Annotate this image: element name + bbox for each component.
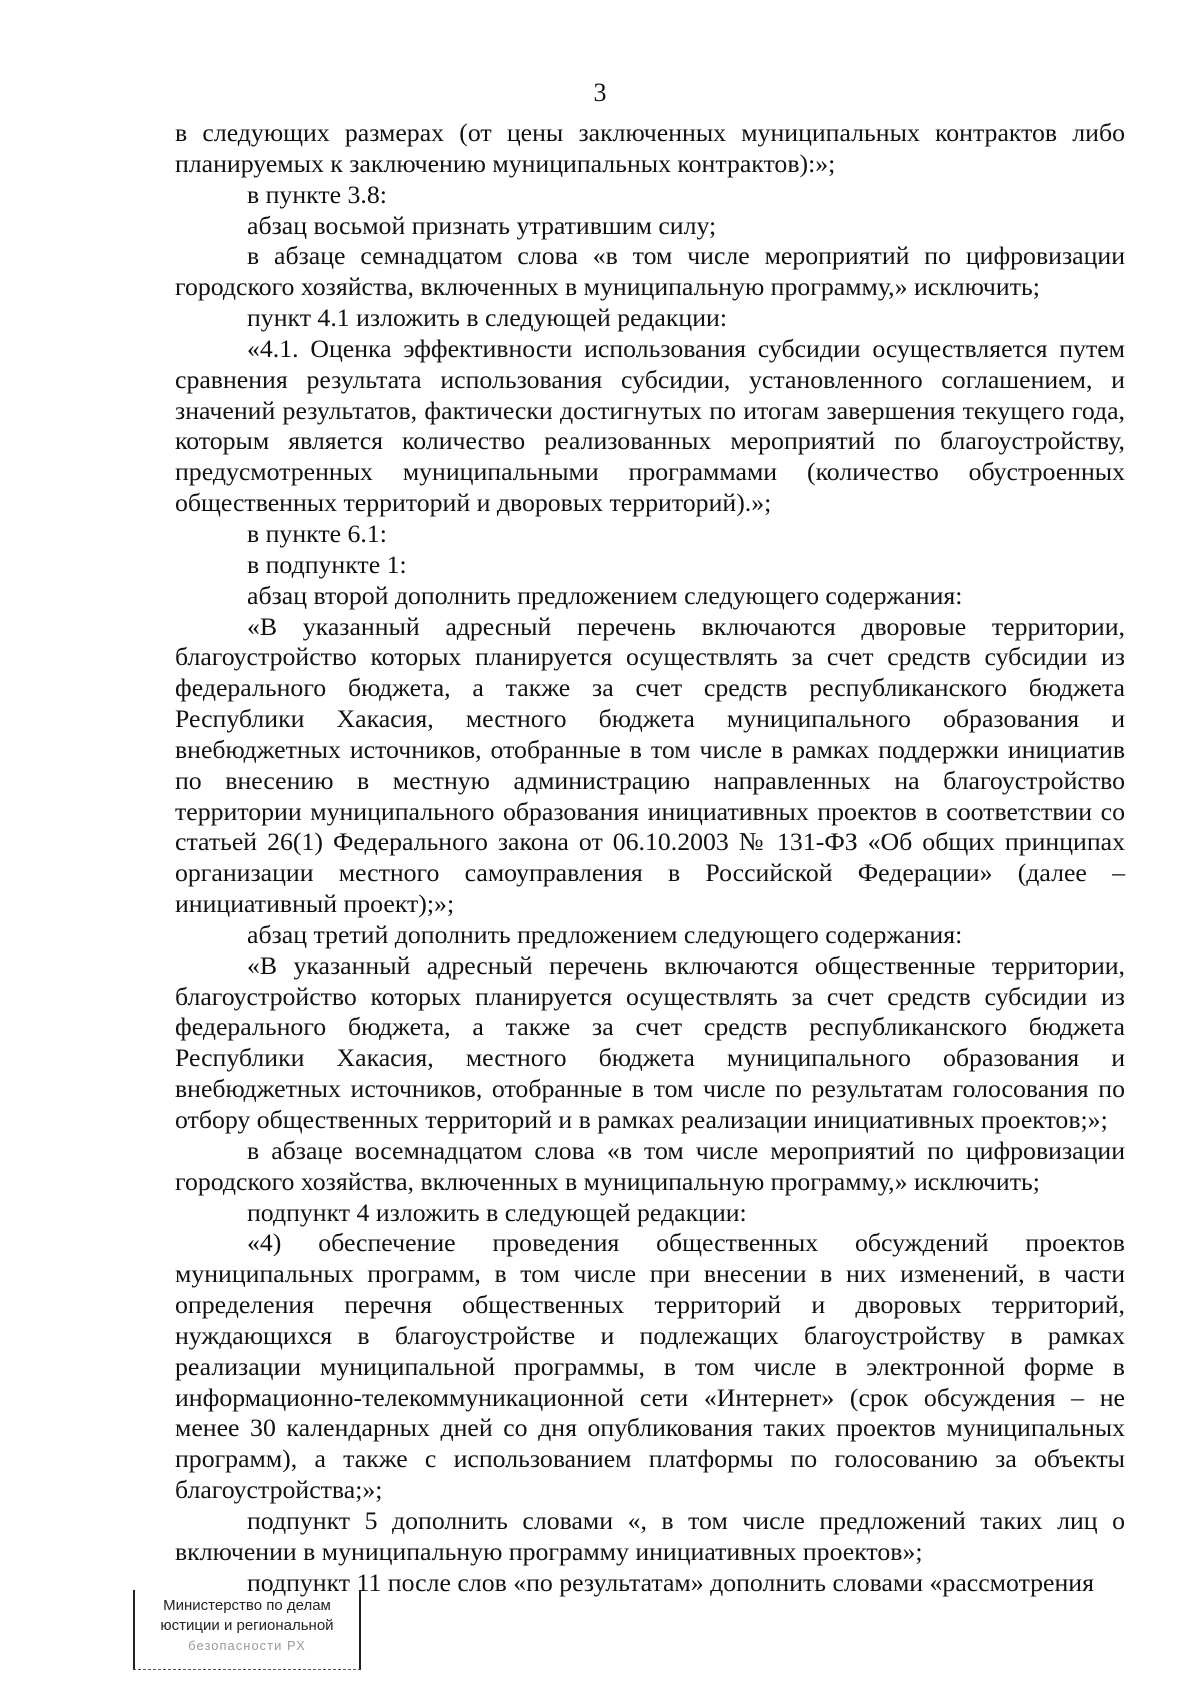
paragraph: в следующих размерах (от цены заключенных муниципальных контрактов либо планируемых к заключению муниципальных контрактов):»; [175,118,1125,178]
paragraph: подпункт 5 дополнить словами «, в том числе предложений таких лиц о включении в муниципальную программу инициативных проектов»; [175,1505,1125,1566]
paragraph: подпункт 4 изложить в следующей редакции: [247,1197,747,1227]
paragraph: пункт 4.1 изложить в следующей редакции: [247,303,727,333]
paragraph: абзац второй дополнить предложением следующего содержания: [247,580,963,610]
stamp-line: юстиции и региональной [160,1617,334,1634]
paragraph: в подпункте 1: [247,549,407,579]
paragraph: абзац третий дополнить предложением следующего содержания: [247,919,963,949]
paragraph: абзац восьмой признать утратившим силу; [247,210,717,240]
stamp-line: безопасности РХ [188,1638,306,1653]
paragraph: в пункте 6.1: [247,518,387,548]
paragraph: «4.1. Оценка эффективности использования субсидии осуществляется путем сравнения результата использования субсидии, установленного соглашением, и значений результатов, фактически достигнутых по итогам завершения текущего года, которым является количество реализованных мероприятий по благоустройству, предусмотренных муниципальными программами (количество обустроенных общественных территорий и дворовых территорий).»; [175,333,1125,518]
page-number: 3 [593,78,607,107]
paragraph: в абзаце восемнадцатом слова «в том числе мероприятий по цифровизации городского хозяйства, включенных в муниципальную программу,» исключить; [175,1135,1125,1196]
paragraph: в абзаце семнадцатом слова «в том числе мероприятий по цифровизации городского хозяйства, включенных в муниципальную программу,» исключить; [175,241,1125,302]
paragraph: «В указанный адресный перечень включаются дворовые территории, благоустройство которых планируется осуществлять за счет средств субсидии из федерального бюджета, а также за счет средств республиканского бюджета Республики Хакасия, местного бюджета муниципального образования и внебюджетных источников, отобранные в том числе в рамках поддержки инициатив по внесению в местную администрацию направленных на благоустройство территории муниципального образования инициативных проектов в соответствии со статьей 26(1) Федерального закона от 06.10.2003 № 131-ФЗ «Об общих принципах организации местного самоуправления в Российской Федерации» (далее – инициативный проект);»; [175,611,1125,919]
stamp-line: Министерство по делам [163,1597,331,1614]
paragraph: подпункт 11 после слов «по результатам» дополнить словами «рассмотрения [247,1567,1094,1597]
paragraph: «В указанный адресный перечень включаются общественные территории, благоустройство которых планируется осуществлять за счет средств субсидии из федерального бюджета, а также за счет средств республиканского бюджета Республики Хакасия, местного бюджета муниципального образования и внебюджетных источников, отобранные в том числе по результатам голосования по отбору общественных территорий и в рамках реализации инициативных проектов;»; [175,950,1125,1134]
paragraph: «4) обеспечение проведения общественных обсуждений проектов муниципальных программ, в том числе при внесении в них изменений, в части определения перечня общественных территорий и дворовых территорий, нуждающихся в благоустройстве и подлежащих благоустройству в рамках реализации муниципальной программы, в том числе в электронной форме в информационно-телекоммуникационной сети «Интернет» (срок обсуждения – не менее 30 календарных дней со дня опубликования таких проектов муниципальных программ), а также с использованием платформы по голосованию за объекты благоустройства;»; [175,1228,1125,1505]
paragraph: в пункте 3.8: [247,179,387,209]
document-body [175,118,1125,1599]
ministry-stamp [133,1590,361,1670]
